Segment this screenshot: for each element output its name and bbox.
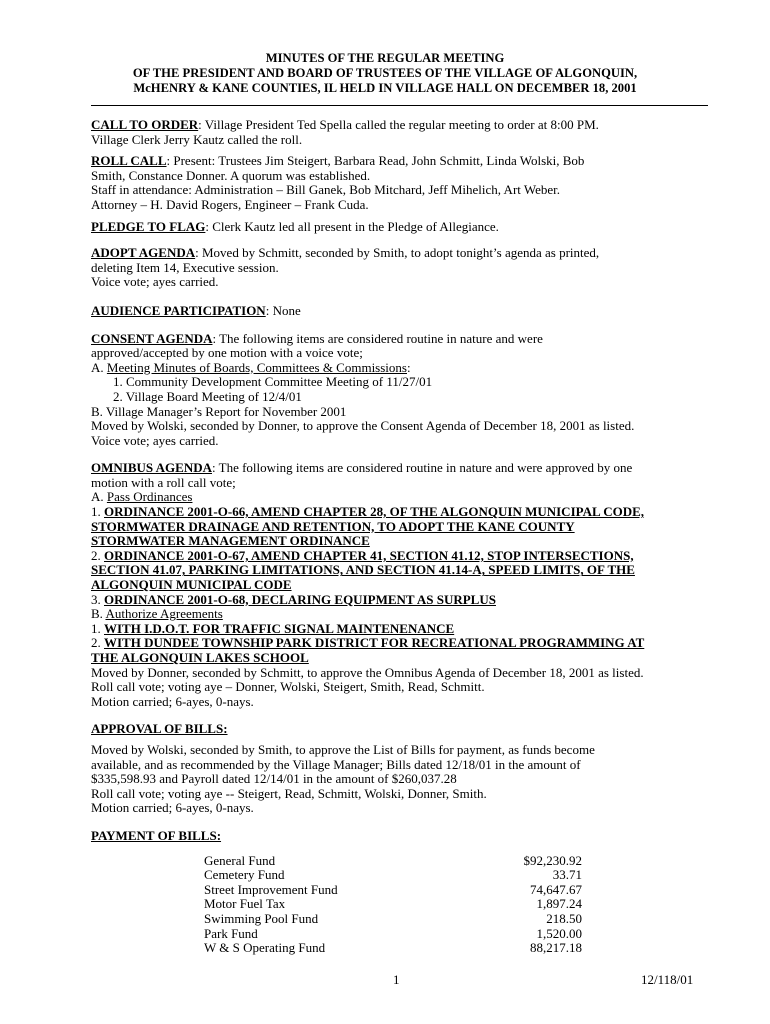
approval-bills-text-5: Motion carried; 6-ayes, 0-nays. xyxy=(91,800,254,816)
omnibus-text-5: Motion carried; 6-ayes, 0-nays. xyxy=(91,693,254,709)
table-row xyxy=(204,897,582,912)
fund-name: Park Fund xyxy=(204,925,258,941)
approval-bills-heading: APPROVAL OF BILLS: xyxy=(91,721,228,737)
roll-call-text-4: Attorney – H. David Rogers, Engineer – Frank Cuda. xyxy=(91,196,369,212)
header-line-3: McHENRY & KANE COUNTIES, IL HELD IN VILLAGE HALL ON DECEMBER 18, 2001 xyxy=(133,81,637,95)
document-header xyxy=(60,51,710,96)
consent-text-4: Voice vote; ayes carried. xyxy=(91,432,219,448)
omnibus-a-prefix: A. xyxy=(91,489,107,505)
adopt-agenda-text-1: : Moved by Schmitt, seconded by Smith, to adopt tonight’s agenda as printed, xyxy=(195,245,600,261)
consent-text-1: : The following items are considered routine in nature and were xyxy=(212,330,543,346)
fund-name: Swimming Pool Fund xyxy=(204,910,319,926)
approval-bills-text-4: Roll call vote; voting aye -- Steigert, Read, Schmitt, Wolski, Donner, Smith. xyxy=(91,785,487,801)
audience-heading: AUDIENCE PARTICIPATION xyxy=(91,302,266,318)
consent-a-prefix: A. xyxy=(91,359,107,375)
omnibus-a-label: Pass Ordinances xyxy=(106,489,193,505)
section-pledge xyxy=(91,220,751,235)
roll-call-heading: ROLL CALL xyxy=(91,153,167,169)
audience-text-1: : None xyxy=(265,302,301,318)
call-to-order-text-2: Village Clerk Jerry Kautz called the roll. xyxy=(91,131,303,147)
section-omnibus-agenda xyxy=(91,461,751,709)
ordinance-2-line-1: ORDINANCE 2001-O-67, AMEND CHAPTER 41, SECTION 41.12, STOP INTERSECTIONS, xyxy=(104,547,634,563)
consent-item-2: 2. Village Board Meeting of 12/4/01 xyxy=(113,388,302,404)
omnibus-b-label: Authorize Agreements xyxy=(105,606,223,622)
footer-date: 12/118/01 xyxy=(641,972,694,987)
omnibus-b-prefix: B. xyxy=(91,606,106,622)
approval-bills-text-3: $335,598.93 and Payroll dated 12/14/01 in the amount of $260,037.28 xyxy=(91,771,457,787)
agreement-2-line-1: WITH DUNDEE TOWNSHIP PARK DISTRICT FOR RECREATIONAL PROGRAMMING AT xyxy=(104,635,645,651)
consent-text-3: Moved by Wolski, seconded by Donner, to approve the Consent Agenda of December 18, 2001 as listed. xyxy=(91,418,635,434)
fund-amount: 218.50 xyxy=(546,910,582,926)
fund-name: W & S Operating Fund xyxy=(204,940,326,956)
section-payment-of-bills xyxy=(91,829,751,956)
table-row xyxy=(204,941,582,956)
table-row xyxy=(204,868,582,883)
consent-item-1: 1. Community Development Committee Meeting of 11/27/01 xyxy=(113,374,433,390)
header-line-1: MINUTES OF THE REGULAR MEETING xyxy=(265,51,505,65)
adopt-agenda-heading: ADOPT AGENDA xyxy=(91,245,196,261)
omnibus-text-3: Moved by Donner, seconded by Schmitt, to approve the Omnibus Agenda of December 18, 2001 as listed. xyxy=(91,664,644,680)
ordinance-1-number: 1. xyxy=(91,504,104,520)
pledge-heading: PLEDGE TO FLAG xyxy=(91,218,206,234)
fund-name: Street Improvement Fund xyxy=(204,881,338,897)
header-line-2: OF THE PRESIDENT AND BOARD OF TRUSTEES OF THE VILLAGE OF ALGONQUIN, xyxy=(132,66,638,80)
fund-name: General Fund xyxy=(204,852,276,868)
ordinance-3-number: 3. xyxy=(91,591,104,607)
omnibus-heading: OMNIBUS AGENDA xyxy=(91,460,212,476)
agreement-1-line-1: WITH I.D.O.T. FOR TRAFFIC SIGNAL MAINTENENANCE xyxy=(104,620,455,636)
section-call-to-order xyxy=(91,118,751,147)
consent-a-label: Meeting Minutes of Boards, Committees & Commissions xyxy=(106,359,407,375)
approval-bills-text-1: Moved by Wolski, seconded by Smith, to approve the List of Bills for payment, as funds become xyxy=(91,741,595,757)
section-adopt-agenda xyxy=(91,246,751,290)
ordinance-1-line-2: STORMWATER DRAINAGE AND RETENTION, TO ADOPT THE KANE COUNTY xyxy=(91,518,575,534)
agreement-2-number: 2. xyxy=(91,635,104,651)
table-row xyxy=(204,927,582,942)
ordinance-2-line-2: SECTION 41.07, PARKING LIMITATIONS, AND SECTION 41.14-A, SPEED LIMITS, OF THE xyxy=(91,562,635,578)
page-number: 1 xyxy=(393,972,400,987)
header-divider xyxy=(91,105,708,106)
omnibus-text-4: Roll call vote; voting aye – Donner, Wolski, Steigert, Smith, Read, Schmitt. xyxy=(91,679,485,695)
pledge-text-1: : Clerk Kautz led all present in the Pledge of Allegiance. xyxy=(205,218,499,234)
roll-call-text-2: Smith, Constance Donner. A quorum was established. xyxy=(91,167,371,183)
fund-name: Cemetery Fund xyxy=(204,867,285,883)
fund-amount: 1,897.24 xyxy=(536,896,582,912)
ordinance-3-line-1: ORDINANCE 2001-O-68, DECLARING EQUIPMENT AS SURPLUS xyxy=(104,591,496,607)
fund-amount: $92,230.92 xyxy=(523,852,582,868)
agreement-1-number: 1. xyxy=(91,620,104,636)
call-to-order-heading: CALL TO ORDER xyxy=(91,117,199,132)
ordinance-2-number: 2. xyxy=(91,547,104,563)
section-approval-of-bills xyxy=(91,722,751,816)
consent-item-b: B. Village Manager’s Report for November 2001 xyxy=(91,403,347,419)
approval-bills-text-2: available, and as recommended by the Village Manager; Bills dated 12/18/01 in the amount of xyxy=(91,756,581,772)
funds-table xyxy=(204,854,582,956)
fund-amount: 1,520.00 xyxy=(536,925,582,941)
roll-call-text-3: Staff in attendance: Administration – Bill Ganek, Bob Mitchard, Jeff Mihelich, Art Weber. xyxy=(91,182,561,198)
table-row xyxy=(204,883,582,898)
table-row xyxy=(204,912,582,927)
omnibus-text-1: : The following items are considered routine in nature and were approved by one xyxy=(212,460,633,476)
consent-heading: CONSENT AGENDA xyxy=(91,330,213,346)
section-consent-agenda xyxy=(91,332,751,449)
ordinance-1-line-1: ORDINANCE 2001-O-66, AMEND CHAPTER 28, OF THE ALGONQUIN MUNICIPAL CODE, xyxy=(104,504,645,520)
section-audience-participation xyxy=(91,304,751,319)
ordinance-2-line-3: ALGONQUIN MUNICIPAL CODE xyxy=(91,577,292,593)
document-body xyxy=(91,118,751,963)
adopt-agenda-text-3: Voice vote; ayes carried. xyxy=(91,274,219,290)
table-row xyxy=(204,854,582,869)
payment-bills-heading: PAYMENT OF BILLS: xyxy=(91,827,222,843)
fund-amount: 88,217.18 xyxy=(530,940,582,956)
section-roll-call xyxy=(91,154,751,212)
adopt-agenda-text-2: deleting Item 14, Executive session. xyxy=(91,259,279,275)
fund-name: Motor Fuel Tax xyxy=(204,896,286,912)
fund-amount: 74,647.67 xyxy=(530,881,582,897)
fund-amount: 33.71 xyxy=(552,867,582,883)
call-to-order-text-1: : Village President Ted Spella called the regular meeting to order at 8:00 PM. xyxy=(198,117,599,132)
agreement-2-line-2: THE ALGONQUIN LAKES SCHOOL xyxy=(91,650,309,665)
ordinance-1-line-3: STORMWATER MANAGEMENT ORDINANCE xyxy=(91,533,370,549)
consent-a-suffix: : xyxy=(406,359,411,375)
roll-call-text-1: : Present: Trustees Jim Steigert, Barbara Read, John Schmitt, Linda Wolski, Bob xyxy=(166,153,585,169)
consent-text-2: approved/accepted by one motion with a voice vote; xyxy=(91,345,363,361)
omnibus-text-2: motion with a roll call vote; xyxy=(91,474,236,490)
